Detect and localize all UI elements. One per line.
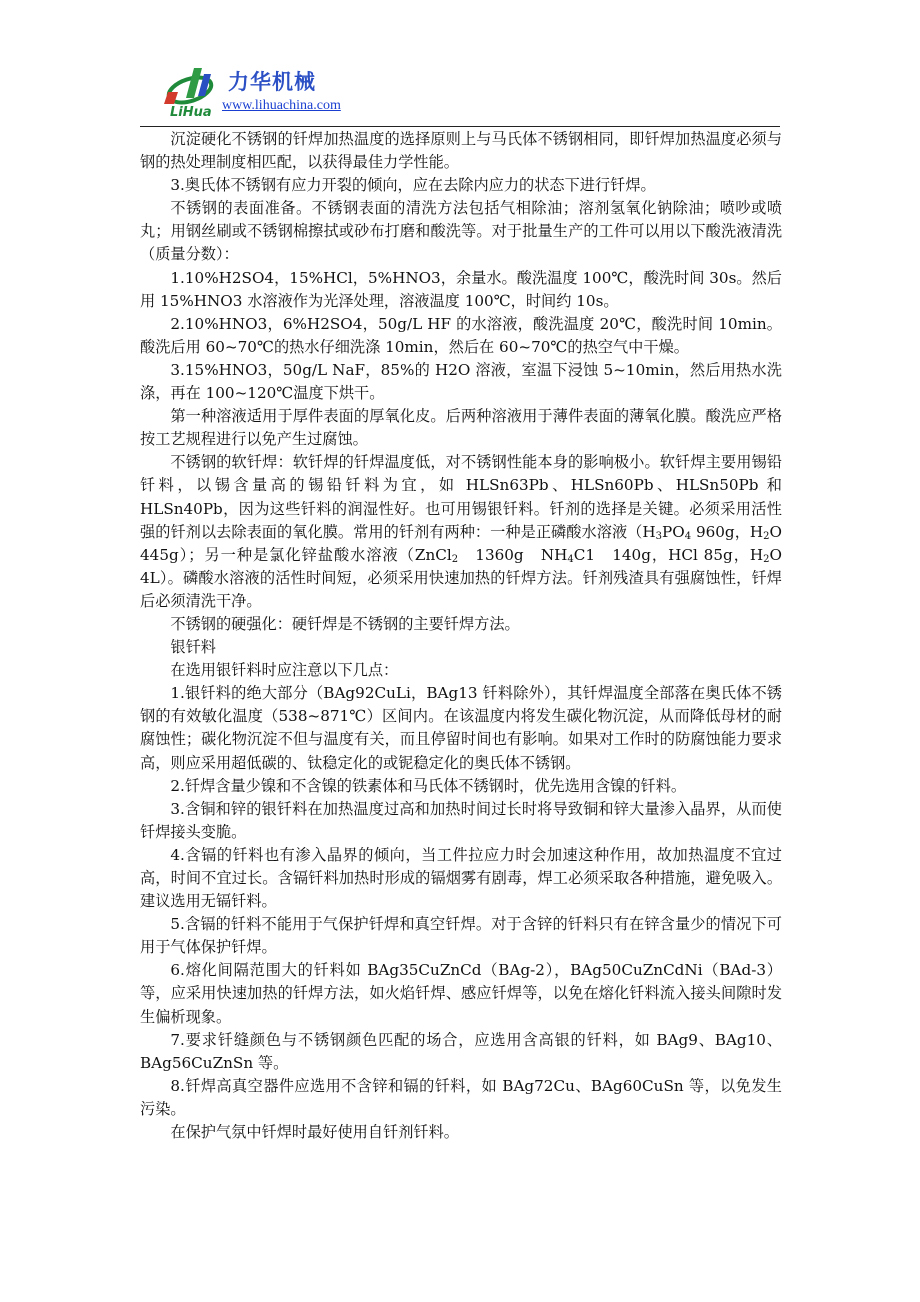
list-item: 1.银钎料的绝大部分（BAg92CuLi，BAg13 钎料除外），其钎焊温度全部落在奥氏体不锈钢的有效敏化温度（538~871℃）区间内。在该温度内将发生碳化物沉淀，从而降低母材的耐腐蚀性；碳化物沉淀不但与温度有关，而且停留时间也有影响。如果对工作时的防腐蚀能力要求高，则应采用超低碳的、钛稳定化的或铌稳定化的奥氏体不锈钢。 (140, 684, 782, 772)
page-header (140, 58, 780, 128)
list-item: 2.钎焊含量少镍和不含镍的铁素体和马氏体不锈钢时，优先选用含镍的钎料。 (170, 776, 687, 795)
paragraph: 第一种溶液适用于厚件表面的厚氧化皮。后两种溶液用于薄件表面的薄氧化膜。酸洗应严格按工艺规程进行以免产生过腐蚀。 (140, 407, 782, 449)
list-item: 5.含镉的钎料不能用于气保护钎焊和真空钎焊。对于含锌的钎料只有在锌含量少的情况下可用于气体保护钎焊。 (140, 915, 782, 957)
paragraph: 3.15%HNO3，50g/L NaF，85%的 H2O 溶液，室温下浸蚀 5~10min，然后用热水洗涤，再在 100~120℃温度下烘干。 (140, 360, 782, 403)
site-url-link[interactable]: www.lihuachina.com (222, 98, 341, 113)
logo-wordmark: LiHua (170, 105, 212, 120)
paragraph: 沉淀硬化不锈钢的钎焊加热温度的选择原则上与马氏体不锈钢相同，即钎焊加热温度必须与钢的热处理制度相匹配，以获得最佳力学性能。 (140, 130, 782, 172)
lihua-logo-icon (164, 64, 224, 120)
paragraph: 在保护气氛中钎焊时最好使用自钎剂钎料。 (170, 1123, 459, 1142)
paragraph: 在选用银钎料时应注意以下几点： (170, 661, 399, 680)
list-item: 6.熔化间隔范围大的钎料如 BAg35CuZnCd（BAg-2），BAg50CuZnCdNi（BAd-3）等，应采用快速加热的钎焊方法，如火焰钎焊、感应钎焊等，以免在熔化钎料流入接头间隙时发生偏析现象。 (140, 961, 782, 1026)
paragraph: 不锈钢的表面准备。不锈钢表面的清洗方法包括气相除油；溶剂氢氧化钠除油；喷吵或喷丸；用钢丝刷或不锈钢棉擦拭或砂布打磨和酸洗等。对于批量生产的工件可以用以下酸洗液清洗（质量分数）： (140, 199, 782, 264)
paragraph: 2.10%HNO3，6%H2SO4，50g/L HF 的水溶液，酸洗温度 20℃，酸洗时间 10min。酸洗后用 60~70℃的热水仔细洗涤 10min，然后在 60~70℃的热空气中干燥。 (140, 314, 782, 356)
section-heading: 银钎料 (170, 638, 216, 657)
list-item: 3.含铜和锌的银钎料在加热温度过高和加热时间过长时将导致铜和锌大量渗入晶界，从而使钎焊接头变脆。 (140, 799, 782, 841)
paragraph: 不锈钢的硬强化：硬钎焊是不锈钢的主要钎焊方法。 (170, 614, 520, 633)
document-body (140, 128, 782, 1144)
list-item: 4.含镉的钎料也有渗入晶界的倾向，当工件拉应力时会加速这种作用，故加热温度不宜过高，时间不宜过长。含镉钎料加热时形成的镉烟雾有剧毒，焊工必须采取各种措施，避免吸入。建议选用无镉钎料。 (140, 845, 782, 911)
paragraph: 1.10%H2SO4，15%HCl，5%HNO3，余量水。酸洗温度 100℃，酸洗时间 30s。然后用 15%HNO3 水溶液作为光泽处理，溶液温度 100℃，时间约 10s。 (140, 268, 782, 310)
list-item: 7.要求钎缝颜色与不锈钢颜色匹配的场合，应选用含高银的钎料，如 BAg9、BAg10、BAg56CuZnSn 等。 (140, 1030, 782, 1072)
list-item: 8.钎焊高真空器件应选用不含锌和镉的钎料，如 BAg72Cu、BAg60CuSn 等，以免发生污染。 (140, 1076, 782, 1118)
brand-name: 力华机械 (228, 70, 316, 94)
soft-solder-paragraph: 不锈钢的软钎焊：软钎焊的钎焊温度低，对不锈钢性能本身的影响极小。软钎焊主要用锡铅钎料，以锡含量高的锡铅钎料为宜，如 HLSn63Pb、HLSn60Pb、HLSn50Pb 和 HLSn40Pb，因为这些钎料的润湿性好。也可用锡银钎料。钎剂的选择是关键。必须采用活性强的钎剂以去除表面的氧化膜。常用的钎剂有两种：一种是正磷酸水溶液（$H_3PO_4$ 960g，$H_2O$ 445g）；另一种是氯化锌盐酸水溶液（ZnCl$_2$ 1360g $NH_4C1$ 140g，HCl 85g，$H_2O$ 4L）。磷酸水溶液的活性时间短，必须采用快速加热的钎焊方法。钎剂残渣具有强腐蚀性，钎焊后必须清洗干净。 (140, 453, 782, 610)
paragraph: 3.奥氏体不锈钢有应力开裂的倾向，应在去除内应力的状态下进行钎焊。 (170, 176, 656, 195)
header-divider (140, 126, 780, 127)
